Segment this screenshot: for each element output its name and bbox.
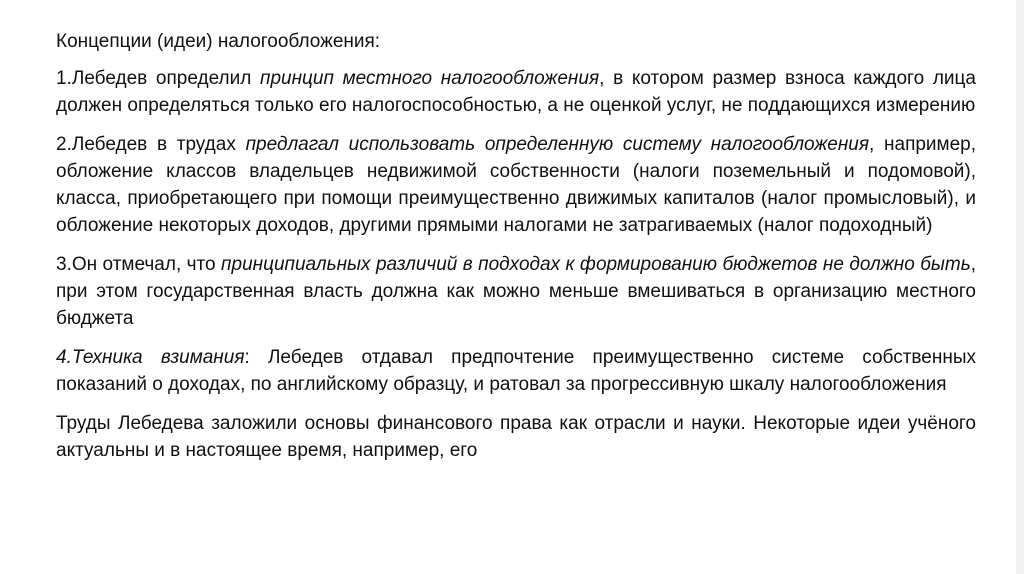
document-body <box>56 28 976 476</box>
item-text: 2.Лебедев в трудах <box>56 134 246 155</box>
closing-paragraph: Труды Лебедева заложили основы финансового права как отрасли и науки. Некоторые идеи учёного актуальны и в настоящее время, например, его <box>56 413 976 461</box>
item-emphasis: предлагал использовать определенную систему налогообложения <box>245 134 870 155</box>
section-heading: Концепции (идеи) налогообложения: <box>56 31 381 52</box>
item-text: : Лебедев отдавал предпочтение преимущественно системе собственных показаний о доходах, по английскому образцу, и ратовал за прогрессивную шкалу налогообложения <box>56 347 976 395</box>
list-item <box>56 344 976 398</box>
scrollbar[interactable] <box>1016 0 1024 574</box>
item-text: 3.Он отмечал, что <box>56 254 222 275</box>
item-text: , при этом государственная власть должна как можно меньше вмешиваться в организацию местного бюджета <box>56 254 976 329</box>
item-emphasis: принцип местного налогообложения <box>260 68 600 89</box>
item-text: , в котором размер взноса каждого лица должен определяться только его налогоспособностью, а не оценкой услуг, не поддающихся измерению <box>56 68 976 116</box>
item-text: 1.Лебедев определил <box>56 68 260 89</box>
item-emphasis: принципиальных различий в подходах к формированию бюджетов не должно быть <box>221 254 971 275</box>
list-item <box>56 251 976 332</box>
item-emphasis: 4.Техника взимания <box>56 347 245 368</box>
item-text: , например, обложение классов владельцев недвижимой собственности (налоги поземельный и подомовой), класса, приобретающего при помощи преимущественно движимых капиталов (налог промысловый), и обложение некоторых доходов, другими прямыми налогами не затрагиваемых (налог подоходный) <box>56 134 977 236</box>
list-item <box>56 65 976 119</box>
list-item <box>56 131 976 239</box>
